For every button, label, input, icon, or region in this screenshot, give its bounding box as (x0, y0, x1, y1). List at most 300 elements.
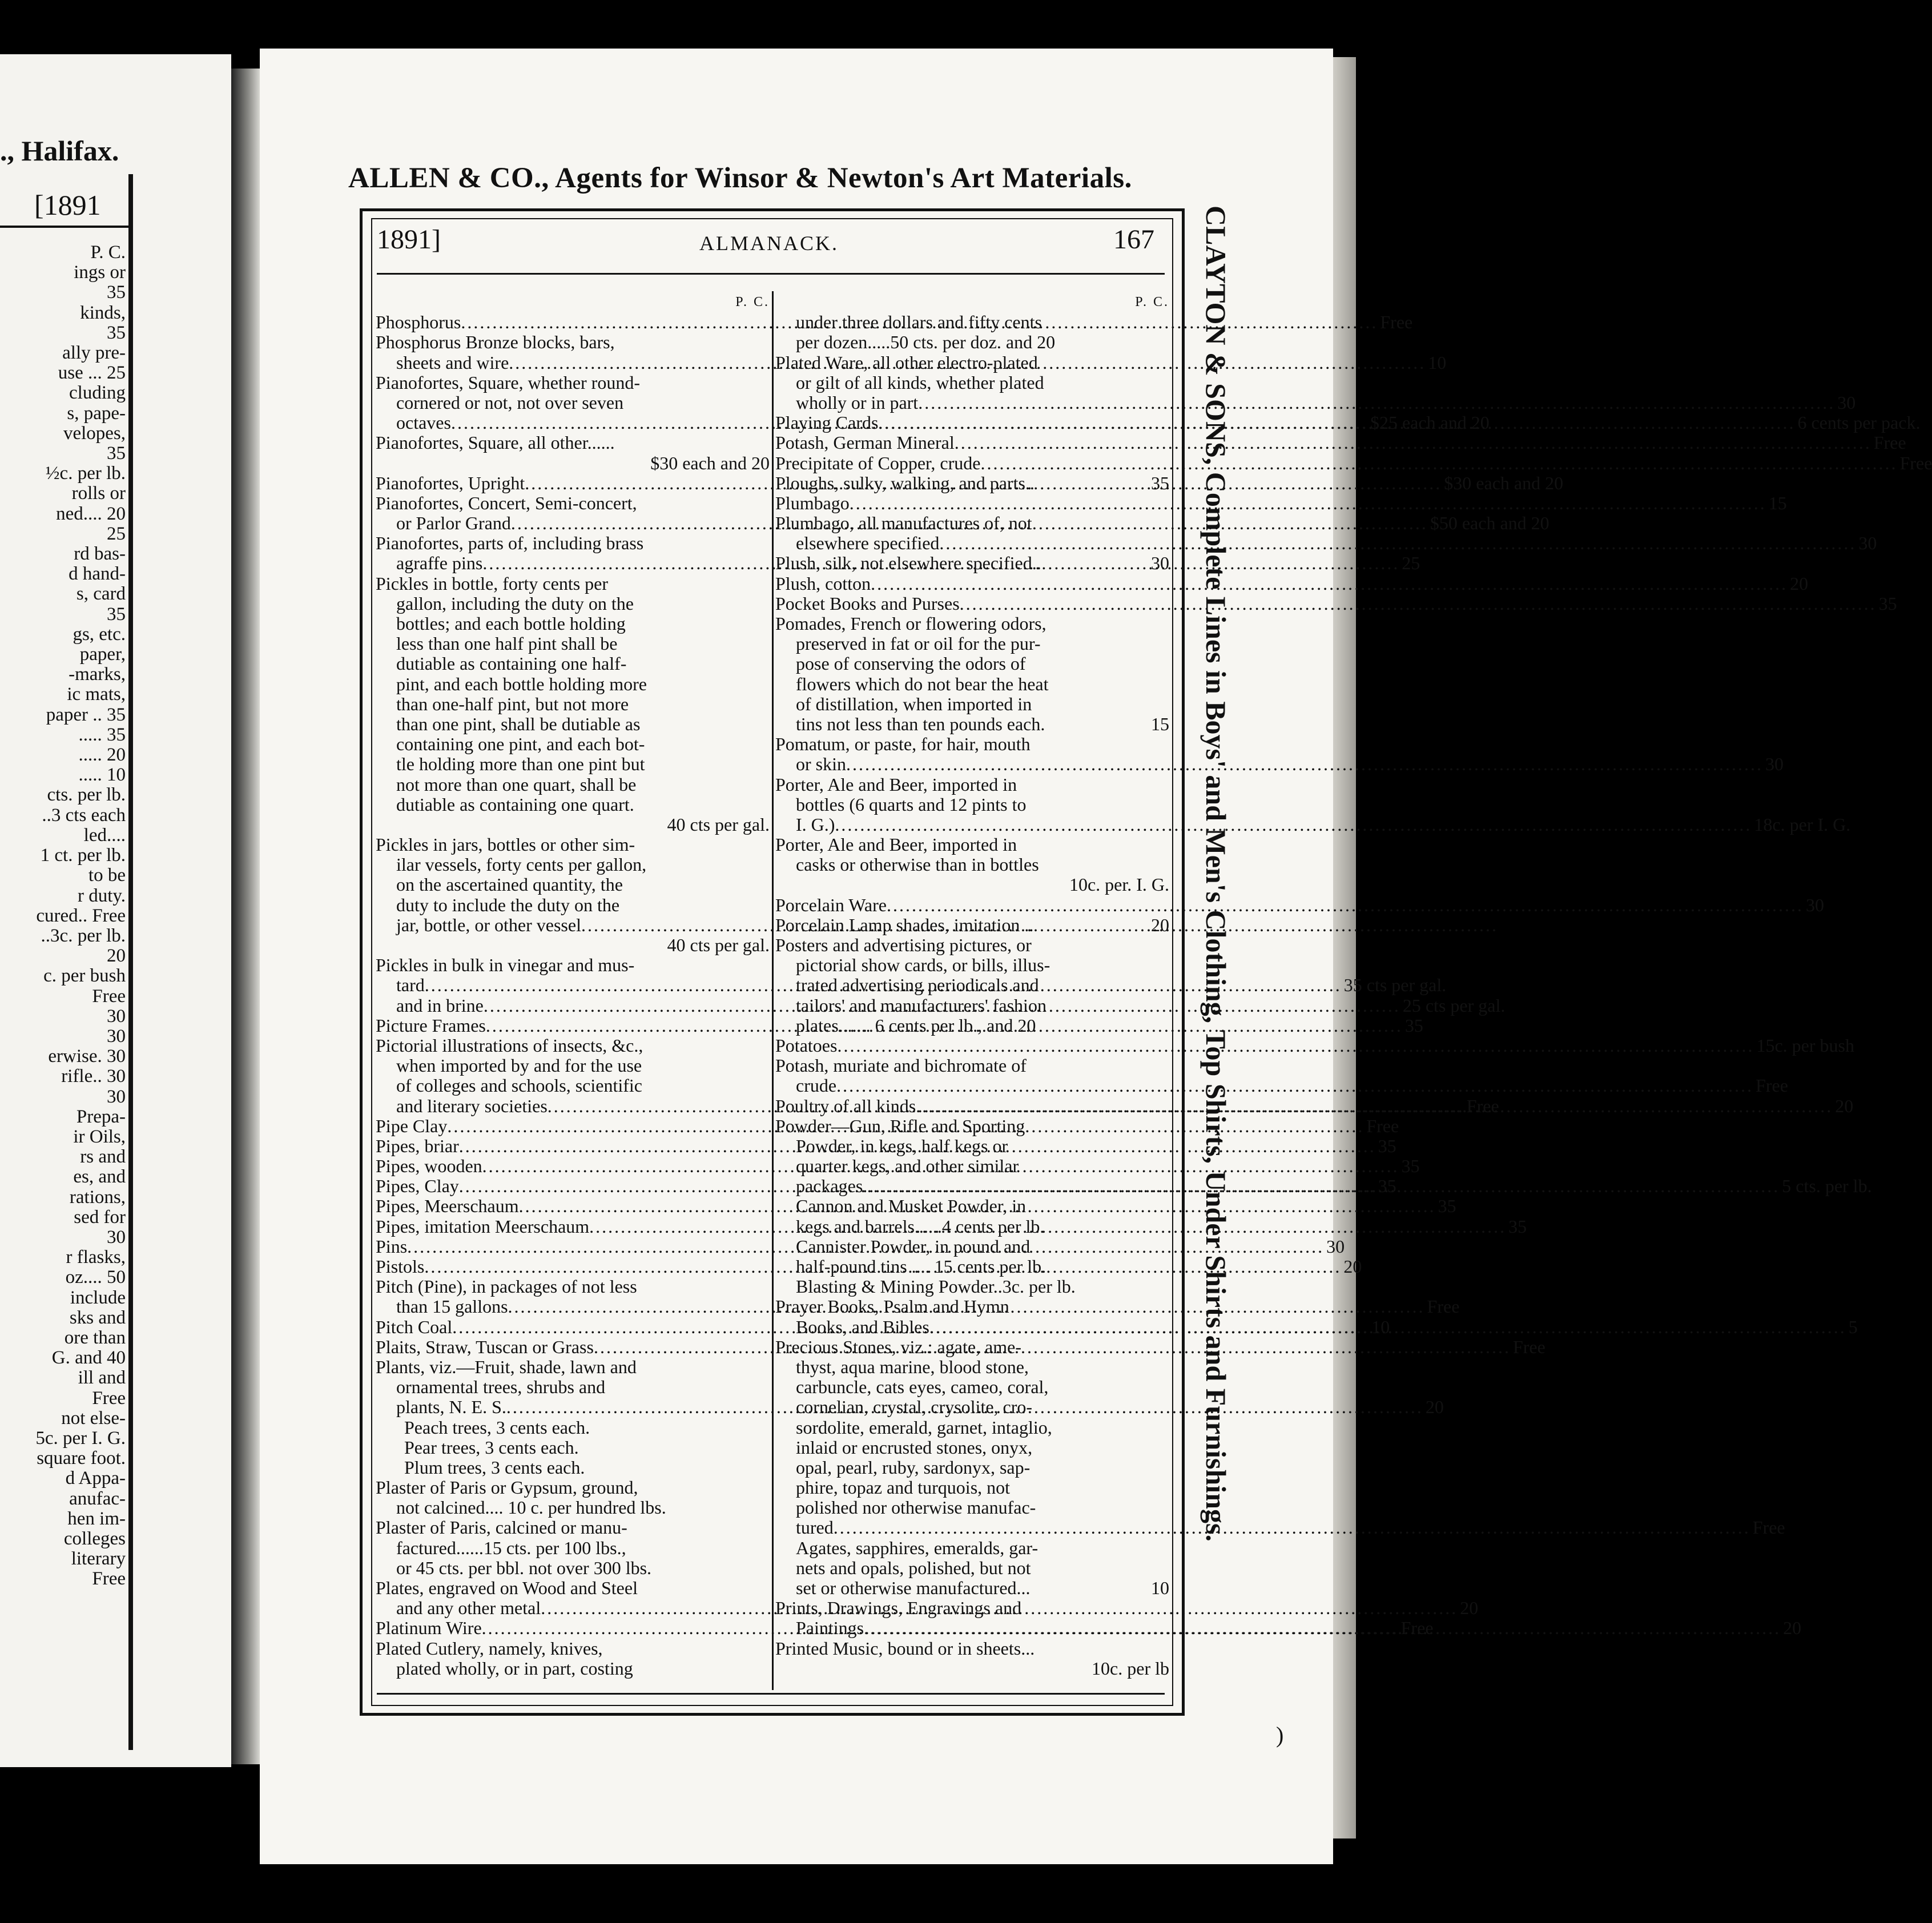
left-page-fragment: 20 (107, 946, 126, 967)
tariff-entry-line (775, 513, 1169, 533)
entry-text: dutiable as containing one quart. (396, 794, 634, 815)
tariff-entry-line (376, 734, 770, 754)
entry-text: than 15 gallons (396, 1296, 508, 1317)
entry-text: jar, bottle, or other vessel (396, 914, 581, 935)
entry-text: Printed Music, bound or in sheets... (775, 1638, 1035, 1659)
page-number: 167 (1113, 224, 1154, 255)
entry-text: preserved in fat or oil for the pur- (796, 633, 1041, 654)
entry-text: of colleges and schools, scientific (396, 1075, 642, 1096)
tariff-entry-line (775, 1438, 1169, 1458)
left-page-fragment: ½c. per lb. (45, 463, 126, 484)
entry-text: Pipes, Clay (376, 1176, 459, 1197)
duty-rate: $50 each and 20 (1430, 513, 1549, 534)
left-page-fragment: rd bas- (74, 544, 126, 565)
dot-leader (850, 493, 1766, 513)
duty-rate: 30 (1858, 533, 1877, 554)
tariff-entry-line (775, 915, 1169, 935)
tariff-entry-line (775, 432, 1906, 453)
left-page-fragment: use ... 25 (58, 363, 126, 384)
column-header-pc: P. C. (735, 295, 770, 309)
entry-text: ilar vessels, forty cents per gallon, (396, 854, 647, 875)
left-page-fragment: Prepa- (76, 1106, 126, 1127)
tariff-entry-line (775, 795, 1169, 815)
left-page-header: ., Halifax. (0, 135, 119, 167)
duty-rate: 15c. per bush (1756, 1035, 1854, 1056)
entry-text: octaves (396, 412, 451, 433)
entry-text: Cannon and Musket Powder, in (796, 1196, 1027, 1217)
duty-rate: 25 cts per gal. (1402, 995, 1506, 1016)
header-rule (377, 273, 1165, 275)
dot-leader (863, 1176, 1780, 1196)
tariff-entry-line (775, 1196, 1169, 1216)
left-page-fragment: ..... 35 (78, 724, 126, 745)
left-page-fragment: r flasks, (66, 1247, 126, 1268)
tariff-entry-line (775, 312, 1169, 332)
entry-text: Porcelain Ware (775, 894, 887, 915)
tariff-entry-line (775, 875, 1169, 895)
entry-text: under three dollars and fifty cents (796, 312, 1042, 333)
left-page-fragment: ally pre- (62, 343, 126, 364)
dot-leader (939, 533, 1856, 553)
tariff-entry-line (775, 593, 1897, 614)
duty-rate: 35 (1378, 1176, 1396, 1197)
entry-text: than one pint, shall be dutiable as (396, 713, 641, 734)
tariff-entry-line (376, 1458, 770, 1478)
tariff-entry-line (376, 1518, 770, 1538)
left-page-fragment: P. C. (90, 242, 126, 263)
entry-text: wholly or in part (796, 392, 919, 413)
entry-text: when imported by and for the use (396, 1055, 642, 1076)
entry-text: and literary societies (396, 1095, 548, 1116)
entry-text: containing one pint, and each bot- (396, 734, 645, 755)
column-header-pc: P. C. (1135, 295, 1169, 309)
tariff-entry-line (775, 1016, 1169, 1036)
tariff-entry-line (775, 1598, 1169, 1618)
tariff-entry-line (775, 1639, 1169, 1659)
entry-text: flowers which do not bear the heat (796, 673, 1049, 694)
entry-text: bottles (6 quarts and 12 pints to (796, 794, 1027, 815)
entry-text: Cannister Powder, in pound and (796, 1236, 1031, 1257)
left-page-fragment: gs, etc. (73, 623, 126, 645)
tariff-entry-line (775, 1478, 1169, 1498)
left-page-fragment: 30 (107, 1025, 126, 1047)
entry-text: Phosphorus (376, 312, 461, 333)
entry-text: Pipes, wooden (376, 1156, 482, 1177)
left-page-fragment: velopes, (63, 423, 126, 444)
duty-rate: 20 (1343, 1256, 1362, 1277)
left-page-fragment: 5c. per I. G. (35, 1427, 126, 1449)
tariff-entry-line (775, 373, 1169, 393)
tariff-entry-line (376, 855, 770, 875)
tariff-entry-line (376, 835, 770, 855)
entry-text: plated wholly, or in part, costing (396, 1658, 633, 1679)
entry-text: Prints, Drawings, Engravings and (775, 1598, 1022, 1619)
left-page-fragment: ore than (64, 1327, 126, 1348)
dot-leader (864, 1618, 1781, 1638)
tariff-entry-line (775, 1257, 1169, 1277)
duty-rate: 18c. per I. G. (1754, 814, 1851, 835)
tariff-entry-line (376, 754, 770, 774)
entry-text: inlaid or encrusted stones, onyx, (796, 1437, 1033, 1458)
duty-rate: Free (1380, 312, 1413, 333)
duty-rate: Free (1366, 1115, 1399, 1136)
tariff-entry-line (376, 1558, 770, 1578)
tariff-entry-line (775, 1237, 1169, 1257)
entry-text: tins not less than ten pounds each. (796, 713, 1045, 734)
entry-text: Blasting & Mining Powder..3c. per lb. (796, 1276, 1076, 1297)
entry-text: Pomatum, or paste, for hair, mouth (775, 734, 1031, 755)
side-advertisement: CLAYTON & SONS, Complete Lines in Boys' and Men's Clothing, Top Shirts, Under Shirts and Furnishings. (1200, 206, 1232, 1542)
left-page-year: [1891 (34, 189, 101, 221)
tariff-entry-line (775, 714, 1169, 734)
tariff-entry-line (376, 1076, 770, 1096)
tariff-entry-line (775, 996, 1169, 1016)
entry-text: tailors' and manufacturers' fashion (796, 995, 1046, 1016)
entry-text: Pickles in jars, bottles or other sim- (376, 834, 635, 855)
entry-text: duty to include the duty on the (396, 894, 620, 915)
tariff-entry-line (775, 754, 1784, 775)
tariff-entry-line (775, 1538, 1169, 1558)
left-page-fragment: sks and (69, 1307, 126, 1328)
entry-text: Platinum Wire (376, 1618, 482, 1639)
dot-leader (887, 895, 1804, 915)
tariff-entry-line (775, 452, 1932, 473)
entry-text: Pianofortes, Upright (376, 472, 525, 493)
tariff-entry-line (376, 1377, 770, 1397)
entry-text: and any other metal (396, 1598, 541, 1619)
entry-text: I. G.) (796, 814, 835, 835)
entry-text: Agates, sapphires, emeralds, gar- (796, 1537, 1039, 1558)
entry-text: Pocket Books and Purses (775, 593, 960, 614)
tariff-entry-line (376, 1498, 770, 1518)
duty-rate: 35 (1404, 1015, 1423, 1036)
tariff-entry-line (775, 1297, 1169, 1317)
tariff-entry-line (775, 1116, 1169, 1136)
duty-rate: Free (1400, 1618, 1434, 1639)
entry-text: dutiable as containing one half- (396, 653, 627, 674)
entry-text: Powder, in kegs, half kegs or (796, 1135, 1008, 1156)
entry-text: not more than one quart, shall be (396, 774, 637, 795)
entry-text: or 45 cts. per bbl. not over 300 lbs. (396, 1557, 652, 1578)
tariff-entry-line (376, 634, 770, 654)
tariff-entry-line (775, 775, 1169, 795)
left-page-fragment: 35 (107, 322, 126, 343)
tariff-entry-line (376, 795, 770, 815)
tariff-entry-line (376, 895, 770, 915)
entry-text: Picture Frames (376, 1015, 486, 1036)
left-page-fragment: 35 (107, 443, 126, 464)
tariff-entry-line (775, 473, 1169, 493)
left-page-fragment: ings or (74, 262, 126, 283)
tariff-entry-line (775, 1517, 1785, 1538)
tariff-entry-line (775, 392, 1856, 413)
entry-text: opal, pearl, ruby, sardonyx, sap- (796, 1457, 1031, 1478)
entry-text: pictorial show cards, or bills, illus- (796, 955, 1050, 976)
left-page-fragment: ir Oils, (73, 1126, 126, 1147)
entry-text: half-pound tins .... 15 cents per lb. (796, 1256, 1046, 1277)
spacer (1045, 714, 1149, 734)
entry-text: Plates, engraved on Wood and Steel (376, 1578, 638, 1598)
duty-rate: Free (1899, 452, 1932, 473)
bottom-rule (377, 1693, 1165, 1695)
tariff-entry-line (376, 674, 770, 694)
left-page-fragment: to be (88, 865, 126, 886)
entry-text: Pistols (376, 1256, 425, 1277)
tariff-entry-line (775, 1397, 1169, 1417)
duty-rate: $25 each and 20 (1370, 412, 1490, 433)
duty-rate: Free (1752, 1517, 1785, 1538)
spacer (1035, 473, 1149, 493)
duty-rate: 35 (1438, 1196, 1456, 1217)
entry-text: crude (796, 1075, 837, 1096)
left-page-fragment: literary (71, 1548, 126, 1570)
entry-text: Plaster of Paris, calcined or manu- (376, 1517, 627, 1538)
tariff-entry-line (775, 573, 1809, 594)
margin-mark: ) (1276, 1722, 1284, 1748)
entry-text: Porter, Ale and Beer, imported in (775, 834, 1017, 855)
entry-text: set or otherwise manufactured... (796, 1578, 1031, 1598)
tariff-entry-line (775, 674, 1169, 694)
left-page-fragment: s, pape- (67, 403, 126, 424)
left-page-fragment: d hand- (69, 564, 126, 585)
entry-text: polished nor otherwise manufac- (796, 1497, 1036, 1518)
entry-text: Pickles in bottle, forty cents per (376, 573, 609, 594)
entry-text: Powder—Gun, Rifle and Sporting (775, 1115, 1025, 1136)
tariff-entry-line (775, 614, 1169, 634)
entry-text: Playing Cards (775, 412, 879, 433)
left-page-fragment: 35 (107, 604, 126, 625)
entry-text: Pianofortes, parts of, including brass (376, 533, 644, 554)
duty-rate: 10 (1371, 1316, 1390, 1337)
left-page-fragment: c. per bush (43, 965, 126, 987)
entry-text: casks or otherwise than in bottles (796, 854, 1039, 875)
duty-rate: Free (1756, 1075, 1788, 1096)
left-page-fragment: colleges (63, 1528, 126, 1549)
duty-rate: 15 (1768, 492, 1787, 513)
left-page-fragment: Free (92, 985, 126, 1007)
duty-rate: 30 (1326, 1236, 1345, 1257)
spacer (1033, 915, 1149, 935)
entry-text: Pipes, imitation Meerschaum (376, 1216, 590, 1237)
duty-rate: Free (1512, 1336, 1545, 1357)
entry-text: sheets and wire (396, 352, 509, 373)
entry-text: or skin (796, 754, 846, 775)
entry-text: and in brine (396, 995, 484, 1016)
tariff-entry-line (376, 393, 770, 413)
entry-text: or Parlor Grand (396, 513, 511, 534)
entry-text: bottles; and each bottle holding (396, 613, 626, 634)
tariff-entry-line (376, 453, 770, 473)
book-gutter (231, 69, 260, 1764)
tariff-entry-line (775, 533, 1877, 554)
left-page-fragment: ned.... 20 (56, 503, 126, 524)
tariff-entry-line (376, 614, 770, 634)
page-year: 1891] (377, 224, 441, 255)
duty-rate: 40 cts per gal. (667, 935, 770, 955)
entry-text: Plumbago, all manufactures of, not (775, 513, 1032, 534)
tariff-entry-line (376, 815, 770, 835)
entry-text: Pictorial illustrations of insects, &c., (376, 1035, 643, 1056)
left-page-fragment: 30 (107, 1086, 126, 1107)
duty-rate: 10 (1428, 352, 1447, 373)
tariff-entry-line (775, 855, 1169, 875)
duty-rate: 10c. per. I. G. (1069, 874, 1169, 895)
dot-leader (836, 1076, 1753, 1096)
left-page-fragment: hen im- (67, 1508, 126, 1529)
tariff-entry-line (775, 1377, 1169, 1397)
entry-text: factured......15 cts. per 100 lbs., (396, 1537, 626, 1558)
dot-leader (929, 1317, 1846, 1337)
entry-text: Poultry of all kinds (775, 1095, 916, 1116)
entry-text: nets and opals, polished, but not (796, 1557, 1031, 1578)
left-page-fragment: paper, (79, 644, 126, 665)
tariff-entry-line (775, 1075, 1788, 1096)
entry-text: Ploughs, sulky, walking, and parts.. (775, 472, 1035, 493)
left-page-fragment: 30 (107, 1005, 126, 1027)
entry-text: Plum trees, 3 cents each. (404, 1457, 585, 1478)
left-page-fragment: not else- (61, 1407, 126, 1429)
left-page-fragment: 30 (107, 1226, 126, 1248)
left-page-fragment: s, card (76, 584, 126, 605)
duty-rate: Free (1466, 1095, 1499, 1116)
dot-leader (918, 393, 1835, 413)
entry-text: per dozen.....50 cts. per doz. and 20 (796, 332, 1056, 353)
spacer (1031, 1578, 1149, 1598)
left-page-fragment: ..... 10 (78, 765, 126, 786)
dot-leader (835, 815, 1752, 835)
left-page-text-fragments (0, 243, 126, 1590)
entry-text: than one-half pint, but not more (396, 693, 629, 714)
entry-text: kegs and barrels......4 cents per lb. (796, 1216, 1045, 1237)
tariff-entry-line (376, 694, 770, 714)
entry-text: Precious Stones, viz.: agate, ame- (775, 1336, 1021, 1357)
left-page-fragment: erwise. 30 (48, 1046, 126, 1067)
duty-rate: 20 (1835, 1095, 1854, 1116)
left-page-fragment: -marks, (69, 664, 126, 685)
entry-text: on the ascertained quantity, the (396, 874, 623, 895)
left-page-fragment: rations, (69, 1186, 126, 1208)
left-page-fragment: d Appa- (65, 1468, 126, 1489)
duty-rate: 20 (1783, 1618, 1802, 1639)
tariff-entry-line (775, 353, 1169, 373)
entry-text: Pipes, Meerschaum (376, 1196, 519, 1217)
entry-text: Pipes, briar (376, 1135, 459, 1156)
entry-text: or gilt of all kinds, whether plated (796, 372, 1044, 393)
entry-text: sordolite, emerald, garnet, intaglio, (796, 1417, 1052, 1438)
entry-text: Books, and Bibles (796, 1316, 929, 1337)
entry-text: Pipe Clay (376, 1115, 448, 1136)
tariff-entry-line (376, 1438, 770, 1458)
duty-rate: 35 (1878, 593, 1897, 614)
entry-text: Potatoes (775, 1035, 838, 1056)
tariff-entry-line (775, 814, 1851, 835)
duty-rate: 15 (1151, 713, 1169, 734)
tariff-entry-line (376, 1277, 770, 1297)
entry-text: tle holding more than one pint but (396, 754, 645, 775)
left-page-fragment: Free (92, 1568, 126, 1590)
entry-text: Porcelain Lamp shades, imitation .. (775, 914, 1034, 935)
duty-rate: 35 cts per gal. (1343, 975, 1447, 996)
duty-rate: 30 (1805, 894, 1824, 915)
tariff-entry-line (376, 1036, 770, 1056)
tariff-entry-line (775, 1035, 1854, 1056)
left-page-fragment: rifle.. 30 (61, 1066, 126, 1087)
duty-rate: 5 (1848, 1316, 1858, 1337)
entry-text: tard (396, 975, 425, 996)
tariff-entry-line (376, 1478, 770, 1498)
dot-leader (960, 594, 1877, 614)
page-title: ALMANACK. (699, 232, 839, 255)
dot-leader (846, 754, 1763, 774)
entry-text: quarter kegs, and other similar (796, 1156, 1019, 1177)
entry-text: Paintings (796, 1618, 864, 1639)
left-page-fragment: ..... 20 (78, 745, 126, 766)
duty-rate: 25 (1402, 553, 1420, 574)
entry-text: agraffe pins (396, 553, 483, 574)
tariff-entry-line (376, 594, 770, 614)
tariff-entry-line (376, 373, 770, 393)
entry-text: of distillation, when imported in (796, 693, 1032, 714)
duty-rate: 10 (1151, 1578, 1169, 1598)
entry-text: elsewhere specified (796, 533, 940, 554)
duty-rate: 10c. per lb (1092, 1658, 1169, 1679)
entry-text: Plaster of Paris or Gypsum, ground, (376, 1477, 638, 1498)
duty-rate: 5 cts. per lb. (1782, 1176, 1872, 1197)
tariff-entry-line (376, 1056, 770, 1076)
left-page-fragment: 1 ct. per lb. (40, 845, 126, 866)
tariff-entry-line (775, 553, 1169, 573)
tariff-entry-line (376, 875, 770, 895)
duty-rate: 35 (1508, 1216, 1527, 1237)
tariff-entry-line (775, 694, 1169, 714)
tariff-entry-line (775, 1418, 1169, 1438)
tariff-entry-line (775, 1357, 1169, 1377)
entry-text: Phosphorus Bronze blocks, bars, (376, 332, 615, 353)
left-page-fragment: ..3c. per lb. (41, 925, 126, 946)
column-divider (772, 291, 774, 1690)
spacer (1041, 553, 1149, 573)
duty-rate: $30 each and 20 (650, 452, 770, 473)
running-header-advertisement: ALLEN & CO., Agents for Winsor & Newton's Art Materials. (348, 162, 1132, 194)
entry-text: ornamental trees, shrubs and (396, 1377, 606, 1398)
entry-text: Plants, viz.—Fruit, shade, lawn and (376, 1356, 637, 1377)
left-page-fragment: ..3 cts each (42, 804, 126, 826)
left-page-fragment: ill and (78, 1367, 126, 1389)
tariff-entry-line (376, 493, 770, 513)
tariff-entry-line (376, 433, 770, 453)
entry-text: Pitch Coal (376, 1316, 453, 1337)
tariff-entry-line (376, 955, 770, 975)
tariff-entry-line (376, 574, 770, 594)
dot-leader (878, 413, 1795, 433)
entry-text: Porter, Ale and Beer, imported in (775, 774, 1017, 795)
tariff-entry-line (775, 654, 1169, 674)
tariff-entry-line (775, 332, 1169, 352)
left-page-fragment: rolls or (71, 483, 126, 504)
entry-text: Plaits, Straw, Tuscan or Grass (376, 1336, 594, 1357)
duty-rate: 40 cts per gal. (667, 814, 770, 835)
duty-rate: $30 each and 20 (1444, 472, 1564, 493)
entry-text: Plumbago (775, 492, 850, 513)
entry-text: Potash, muriate and bichromate of (775, 1055, 1027, 1076)
duty-rate: 6 cents per pack. (1797, 412, 1921, 433)
tariff-entry-line (376, 714, 770, 734)
duty-rate: 20 (1425, 1397, 1444, 1418)
entry-text: pose of conserving the odors of (796, 653, 1026, 674)
tariff-entry-line (775, 975, 1169, 995)
dot-leader (834, 1518, 1750, 1538)
left-page-fragment: anufac- (69, 1488, 126, 1509)
